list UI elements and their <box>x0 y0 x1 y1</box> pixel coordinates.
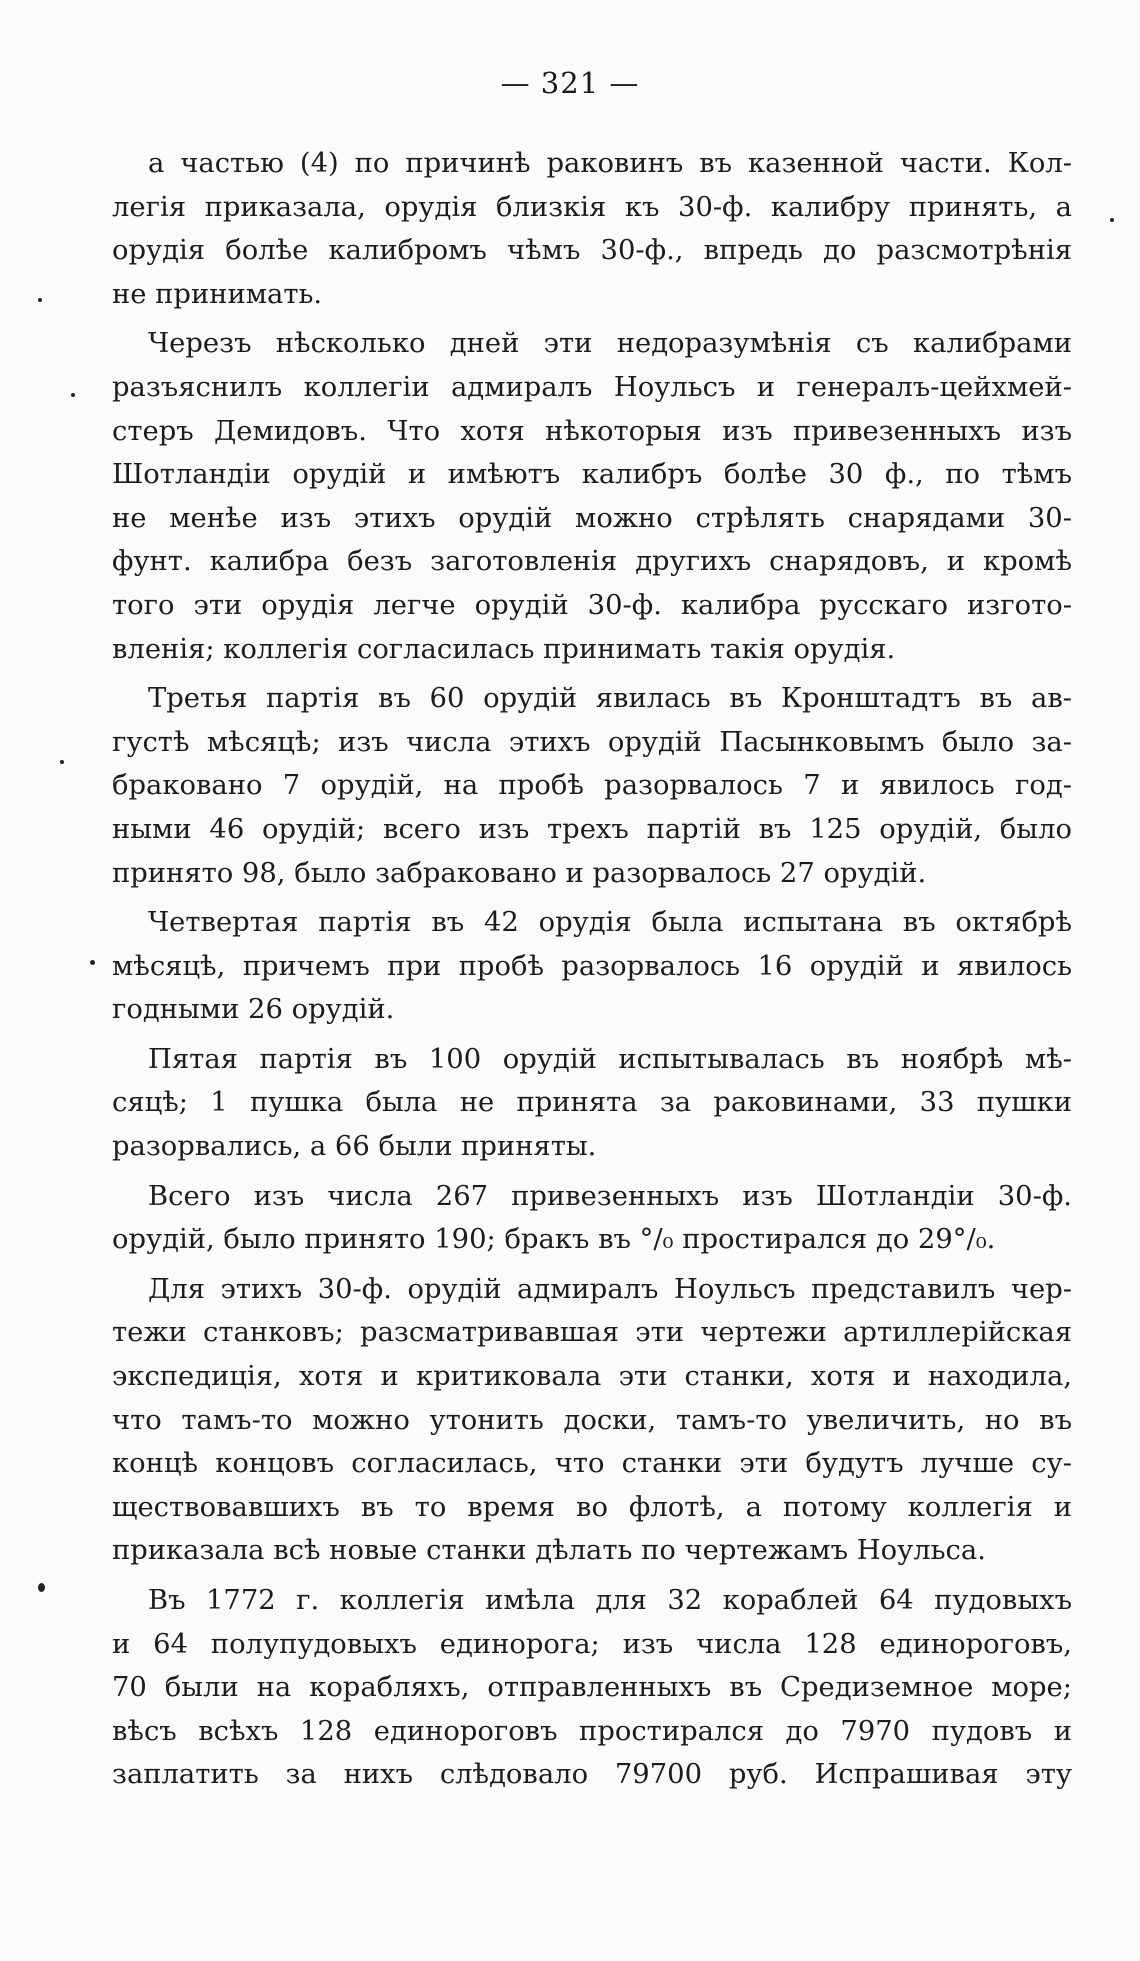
text-line: браковано 7 орудій, на пробѣ разорвалось 7 и явилось год- <box>112 770 1072 802</box>
paragraph <box>112 1268 1072 1573</box>
paragraph <box>112 677 1072 895</box>
text-line: а частью (4) по причинѣ раковинъ въ казенной части. Кол- <box>148 148 1072 179</box>
text-line: заплатить за нихъ слѣдовало 79700 руб. Испрашивая эту <box>112 1759 1072 1791</box>
paragraph <box>112 1175 1072 1262</box>
text-line: разорвались, а 66 были приняты. <box>112 1131 597 1163</box>
text-line: Четвертая партія въ 42 орудія была испытана въ октябрѣ <box>148 907 1072 939</box>
text-line: Черезъ нѣсколько дней эти недоразумѣнія съ калибрами <box>148 328 1072 360</box>
text-line: вѣсъ всѣхъ 128 единороговъ простирался до 7970 пудовъ и <box>112 1715 1072 1747</box>
text-line: Пятая партія въ 100 орудій испытывалась въ ноябрѣ мѣ- <box>148 1043 1072 1075</box>
text-line: годными 26 орудій. <box>112 994 395 1026</box>
paragraph <box>112 322 1072 671</box>
print-speck <box>38 298 42 302</box>
text-line: не принимать. <box>112 278 323 310</box>
text-line: вленія; коллегія согласилась принимать такія орудія. <box>112 633 896 665</box>
text-line: Шотландіи орудій и имѣютъ калибръ болѣе 30 ф., по тѣмъ <box>112 459 1072 491</box>
text-line: орудія болѣе калибромъ чѣмъ 30-ф., впредь до разсмотрѣнія <box>112 235 1072 267</box>
print-speck <box>90 960 95 965</box>
text-line: мѣсяцѣ, причемъ при пробѣ разорвалось 16 орудій и явилось <box>112 950 1072 982</box>
text-line: концѣ концовъ согласилась, что станки эти будутъ лучше су- <box>112 1448 1072 1480</box>
text-line: орудій, было принято 190; бракъ въ °/₀ простирался до 29°/₀. <box>112 1224 996 1256</box>
text-line: сяцѣ; 1 пушка была не принята за раковинами, 33 пушки <box>112 1087 1072 1119</box>
body-text <box>112 142 1072 1797</box>
text-line: ными 46 орудій; всего изъ трехъ партій въ 125 орудій, было <box>112 813 1072 845</box>
print-speck <box>38 1583 45 1592</box>
paragraph <box>112 142 1072 316</box>
text-line: Третья партія въ 60 орудій явилась въ Кронштадтъ въ ав- <box>148 683 1072 715</box>
print-speck <box>71 393 75 397</box>
text-line: ществовавшихъ въ то время во флотѣ, а потому коллегія и <box>112 1491 1072 1523</box>
text-line: Для этихъ 30-ф. орудій адмиралъ Ноульсъ представилъ чер- <box>148 1273 1072 1305</box>
paragraph <box>112 1038 1072 1169</box>
text-line: стеръ Демидовъ. Что хотя нѣкоторыя изъ привезенныхъ изъ <box>112 415 1072 447</box>
print-speck <box>1110 218 1114 222</box>
text-line: того эти орудія легче орудій 30-ф. калибра русскаго изгото- <box>112 589 1072 621</box>
print-speck <box>60 760 64 764</box>
text-line: экспедиція, хотя и критиковала эти станки, хотя и находила, <box>112 1361 1072 1393</box>
text-line: приказала всѣ новые станки дѣлать по чертежамъ Ноульса. <box>112 1535 986 1567</box>
page-number: — 321 — <box>500 66 640 100</box>
text-line: легія приказала, орудія близкія къ 30-ф. калибру принять, а <box>112 191 1072 223</box>
text-line: принято 98, было забраковано и разорвалось 27 орудій. <box>112 857 927 889</box>
text-line: густѣ мѣсяцѣ; изъ числа этихъ орудій Пасынковымъ было за- <box>112 726 1072 758</box>
text-line: не менѣе изъ этихъ орудій можно стрѣлять снарядами 30- <box>112 502 1072 534</box>
text-line: что тамъ-то можно утонить доски, тамъ-то увеличить, но въ <box>112 1404 1072 1436</box>
text-line: и 64 полупудовыхъ единорога; изъ числа 128 единороговъ, <box>112 1628 1072 1660</box>
paragraph <box>112 1579 1072 1797</box>
text-line: Въ 1772 г. коллегія имѣла для 32 кораблей 64 пудовыхъ <box>148 1585 1072 1616</box>
text-line: Всего изъ числа 267 привезенныхъ изъ Шотландіи 30-ф. <box>148 1180 1072 1212</box>
text-line: фунт. калибра безъ заготовленія другихъ снарядовъ, и кромѣ <box>112 546 1072 578</box>
text-line: тежи станковъ; разсматривавшая эти чертежи артиллерійская <box>112 1317 1072 1349</box>
text-line: разъяснилъ коллегіи адмиралъ Ноульсъ и генералъ-цейхмей- <box>112 371 1072 403</box>
paragraph <box>112 901 1072 1032</box>
text-line: 70 были на корабляхъ, отправленныхъ въ Средиземное море; <box>112 1672 1072 1704</box>
